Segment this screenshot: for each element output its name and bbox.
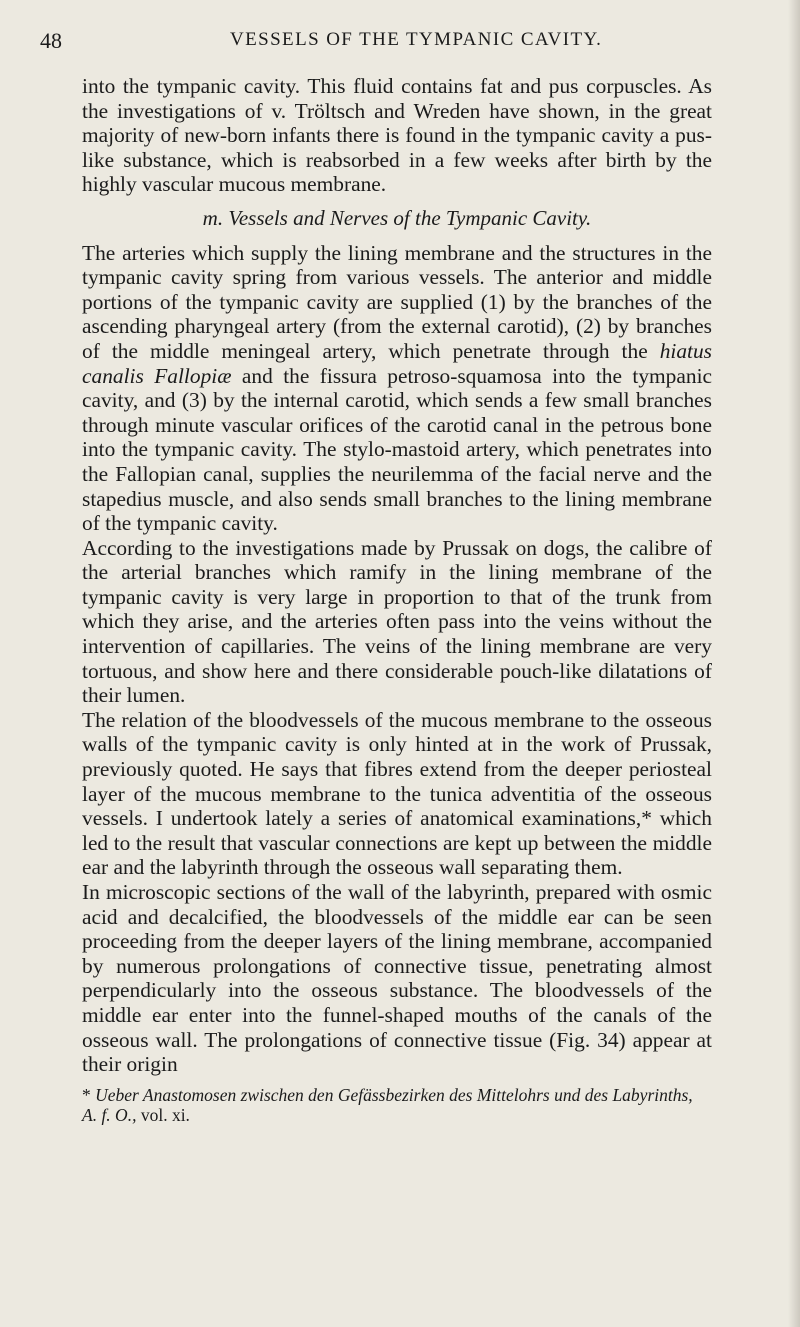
section-heading: m. Vessels and Nerves of the Tympanic Cavity. (202, 205, 592, 230)
paragraph-prussak-dogs: According to the investigations made by Prussak on dogs, the calibre of the arterial branches which ramify in the lining membrane of the tympanic cavity is very large in proportion to that of the trunk from which they arise, and the arteries often pass into the veins without the intervention of capillaries. The veins of the lining membrane are very tortuous, and show here and there considerable pouch-like dilatations of their lumen. (82, 535, 712, 708)
footnote-mark: * (82, 1084, 96, 1105)
paragraph-osseous-relation: The relation of the bloodvessels of the mucous membrane to the osseous walls of the tympanic cavity is only hinted at in the work of Prussak, previously quoted. He says that fibres extend from the deeper periosteal layer of the mucous membrane to the tunica adventitia of the osseous vessels. I undertook lately a series of anatomical examinations,* which led to the result that vascular connections are kept up between the middle ear and the labyrinth through the osseous wall separating them. (82, 707, 712, 880)
page-header (40, 28, 740, 58)
page-number: 48 (40, 28, 62, 53)
footnote-title: Ueber Anastomosen zwischen den Gefässbezirken des Mittelohrs und des Labyrinths, (95, 1084, 693, 1105)
footnote (82, 1085, 712, 1125)
running-title: VESSELS OF THE TYMPANIC CAVITY. (230, 29, 603, 50)
paragraph-arteries-part-a: The arteries which supply the lining membrane and the structures in the tympanic cavity spring from various vessels. The anterior and middle portions of the tympanic cavity are supplied (1) by the branches of the ascending pharyngeal artery (from the external carotid), (2) by branches of the middle meningeal artery, which penetrate through the (82, 240, 712, 363)
footnote-source: A. f. O., (82, 1104, 137, 1125)
footnote-volume: vol. xi. (136, 1104, 190, 1125)
paragraph-microscopic-sections: In microscopic sections of the wall of the labyrinth, prepared with osmic acid and decalcified, the bloodvessels of the middle ear can be seen proceeding from the deeper layers of the lining membrane, accompanied by numerous prolongations of connective tissue, penetrating almost perpendicularly into the osseous substance. The bloodvessels of the middle ear enter into the funnel-shaped mouths of the canals of the osseous wall. The prolongations of connective tissue (Fig. 34) appear at their origin (82, 880, 712, 1077)
body-text (82, 74, 712, 1125)
page-edge-shadow (788, 0, 800, 1327)
latin-term: hiatus canalis Fallopiæ (82, 338, 712, 388)
paragraph-continuation: into the tympanic cavity. This fluid contains fat and pus corpuscles. As the investigations of v. Tröltsch and Wreden have shown, in the great majority of new-born infants there is found in the tympanic cavity a pus-like substance, which is reabsorbed in a few weeks after birth by the highly vascular mucous membrane. (82, 74, 712, 197)
paragraph-arteries (82, 241, 712, 536)
paragraph-arteries-part-b: and the fissura petroso-squamosa into the tympanic cavity, and (3) by the internal carotid, which sends a few small branches through minute vascular orifices of the carotid canal in the petrous bone into the tympanic cavity. The stylo-mastoid artery, which penetrates into the Fallopian canal, supplies the neurilemma of the facial nerve and the stapedius muscle, and also sends small branches to the lining membrane of the tympanic cavity. (82, 363, 713, 536)
